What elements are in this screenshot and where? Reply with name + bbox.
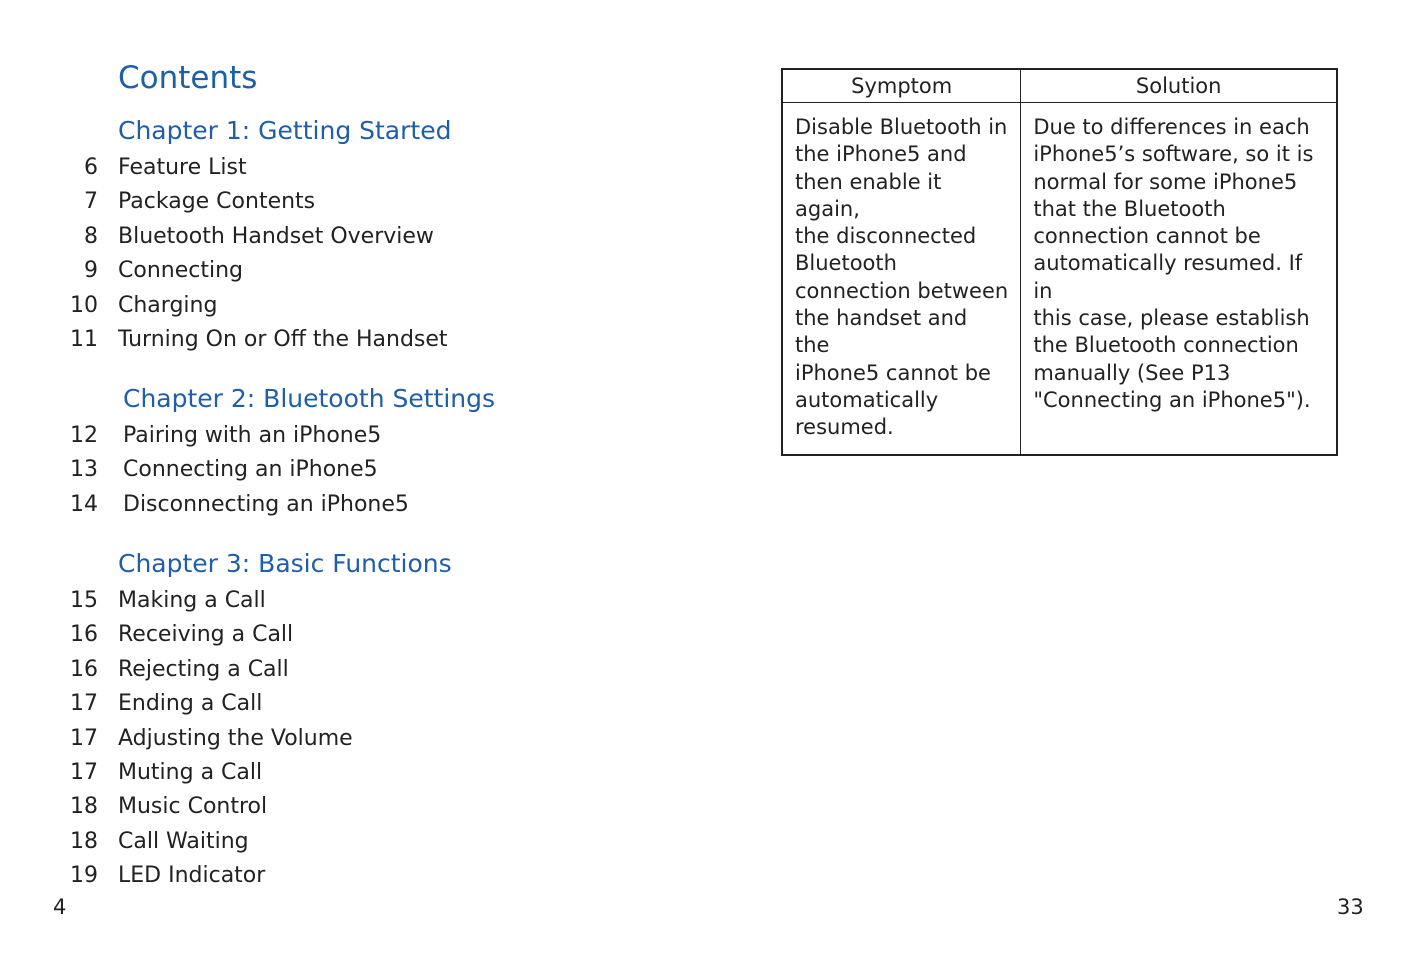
symptom-line: Bluetooth — [795, 251, 897, 276]
toc-label: Ending a Call — [118, 691, 263, 717]
toc-item[interactable] — [0, 453, 600, 487]
toc-label: Making a Call — [118, 588, 266, 613]
toc-page-number: 7 — [84, 189, 98, 215]
toc-item[interactable] — [0, 220, 600, 254]
symptom-line: the iPhone5 and — [795, 142, 967, 167]
chapter-3-list — [0, 584, 600, 894]
chapter-3-title: Chapter 3: Basic Functions — [118, 549, 452, 578]
solution-line: normal for some iPhone5 — [1033, 169, 1298, 194]
toc-page-number: 14 — [70, 491, 98, 517]
toc-label: Connecting — [118, 258, 243, 284]
toc-page-number: 18 — [70, 828, 98, 854]
toc-item[interactable] — [0, 254, 600, 288]
toc-page-number: 12 — [70, 423, 98, 448]
chapter-1-list — [0, 151, 600, 357]
toc-page-number: 18 — [70, 794, 98, 820]
toc-label: Receiving a Call — [118, 622, 294, 648]
toc-label: Pairing with an iPhone5 — [123, 423, 382, 448]
solution-line: manually (See P13 — [1033, 360, 1231, 385]
toc-label: Bluetooth Handset Overview — [118, 223, 434, 249]
solution-line: "Connecting an iPhone5"). — [1033, 387, 1311, 412]
toc-item[interactable] — [0, 419, 600, 453]
toc-page-number: 9 — [84, 258, 98, 284]
symptom-line: the handset and the — [795, 306, 968, 358]
toc-label: Muting a Call — [118, 759, 263, 785]
contents-title: Contents — [118, 60, 258, 96]
toc-page-number: 15 — [70, 588, 98, 613]
toc-item[interactable] — [0, 859, 600, 893]
toc-item[interactable] — [0, 185, 600, 219]
toc-label: LED Indicator — [118, 863, 266, 889]
solution-line: this case, please establish — [1033, 306, 1310, 331]
toc-page-number: 11 — [70, 326, 98, 352]
toc-page-number: 16 — [70, 622, 98, 648]
toc-item[interactable] — [0, 584, 600, 618]
toc-label: Disconnecting an iPhone5 — [123, 491, 409, 517]
symptom-line: connection between — [795, 278, 1009, 303]
symptom-line: resumed. — [795, 415, 894, 440]
symptom-cell — [782, 103, 1021, 455]
chapter-2-title: Chapter 2: Bluetooth Settings — [123, 384, 496, 413]
toc-label: Package Contents — [118, 189, 316, 215]
toc-item[interactable] — [0, 289, 600, 323]
table-header-row — [782, 69, 1337, 103]
toc-label: Charging — [118, 292, 218, 318]
symptom-line: the disconnected — [795, 224, 977, 249]
symptom-line: automatically — [795, 387, 939, 412]
troubleshooting-table — [781, 68, 1338, 456]
solution-line: iPhone5’s software, so it is — [1033, 142, 1314, 167]
toc-label: Music Control — [118, 794, 268, 820]
toc-page-number: 16 — [70, 656, 98, 682]
solution-line: the Bluetooth connection — [1033, 333, 1299, 358]
symptom-line: then enable it again, — [795, 169, 942, 221]
solution-line: Due to differences in each — [1033, 115, 1310, 139]
toc-page-number: 17 — [70, 759, 98, 785]
solution-cell — [1021, 103, 1337, 455]
toc-label: Connecting an iPhone5 — [123, 457, 378, 483]
toc-page-number: 13 — [70, 457, 98, 483]
toc-page-number: 17 — [70, 691, 98, 717]
solution-header: Solution — [1021, 69, 1337, 103]
toc-item[interactable] — [0, 790, 600, 824]
left-page-number: 4 — [53, 895, 67, 919]
toc-item[interactable] — [0, 488, 600, 522]
toc-label: Feature List — [118, 155, 247, 180]
toc-label: Turning On or Off the Handset — [118, 326, 448, 352]
toc-item[interactable] — [0, 618, 600, 652]
solution-line: automatically resumed. If in — [1033, 251, 1303, 303]
table-row — [782, 103, 1337, 455]
toc-item[interactable] — [0, 323, 600, 357]
solution-line: that the Bluetooth — [1033, 196, 1226, 221]
toc-page-number: 10 — [70, 292, 98, 318]
toc-item[interactable] — [0, 687, 600, 721]
toc-label: Adjusting the Volume — [118, 725, 353, 751]
toc-page-number: 17 — [70, 725, 98, 751]
symptom-line: Disable Bluetooth in — [795, 115, 1008, 139]
toc-item[interactable] — [0, 722, 600, 756]
toc-page-number: 19 — [70, 863, 98, 889]
toc-item[interactable] — [0, 151, 600, 185]
toc-page-number: 8 — [84, 223, 98, 249]
symptom-line: iPhone5 cannot be — [795, 360, 991, 385]
solution-line: connection cannot be — [1033, 224, 1261, 249]
toc-label: Call Waiting — [118, 828, 249, 854]
symptom-header: Symptom — [782, 69, 1021, 103]
right-page-number: 33 — [1337, 895, 1364, 919]
toc-item[interactable] — [0, 653, 600, 687]
toc-item[interactable] — [0, 756, 600, 790]
toc-label: Rejecting a Call — [118, 656, 289, 682]
toc-page-number: 6 — [84, 155, 98, 180]
toc-item[interactable] — [0, 825, 600, 859]
chapter-2-list — [0, 419, 600, 522]
chapter-1-title: Chapter 1: Getting Started — [118, 116, 452, 145]
